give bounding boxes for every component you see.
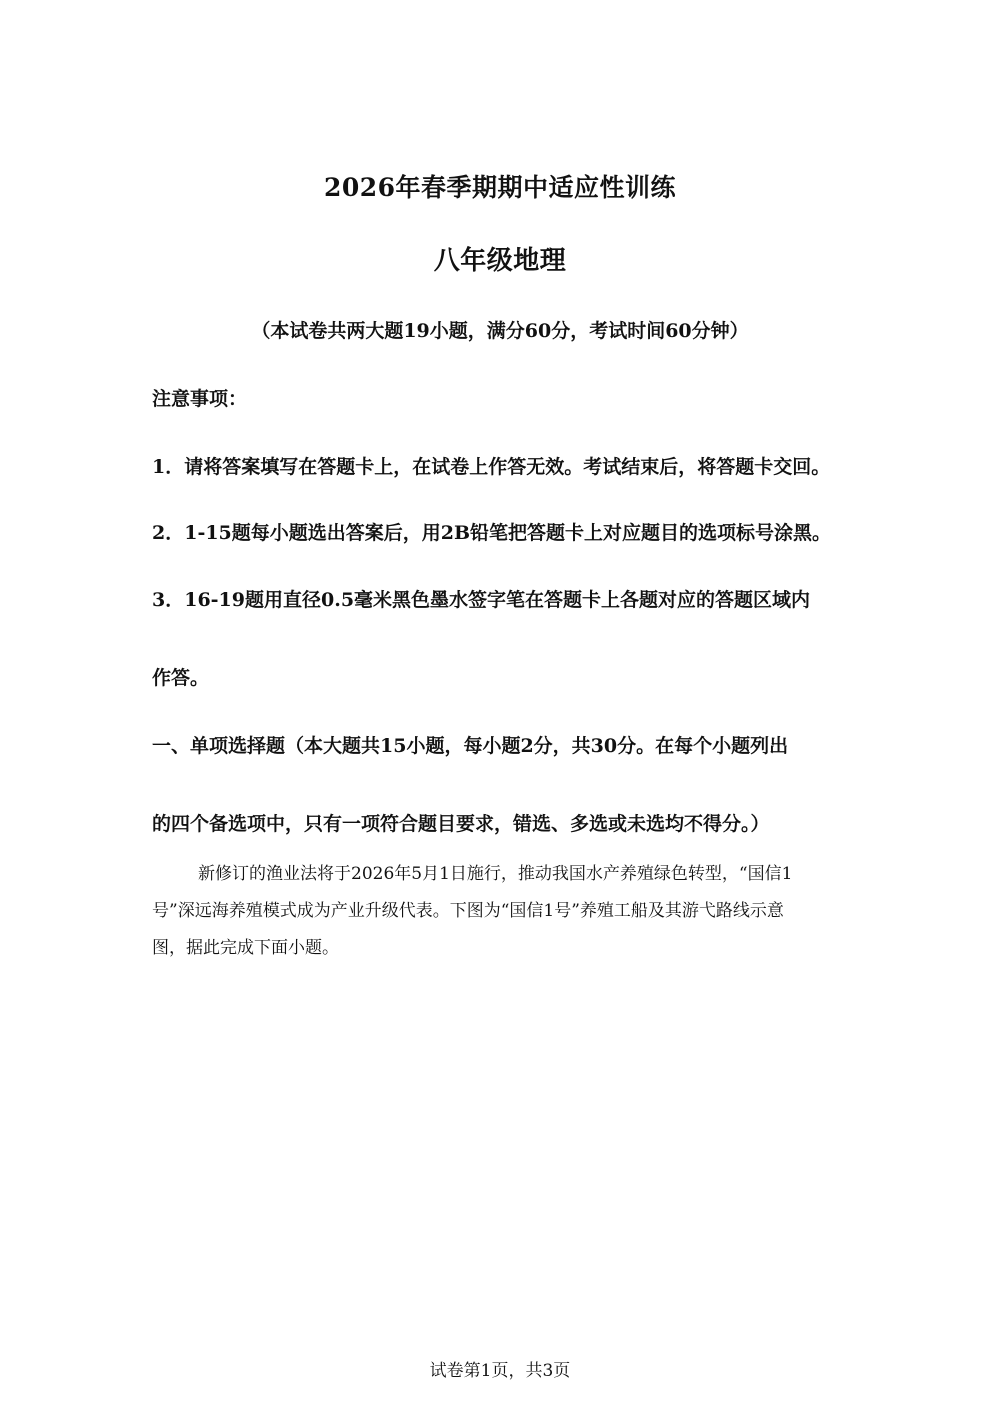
exam-title: 2026年春季期期中适应性训练 — [323, 173, 677, 202]
exam-info: （本试卷共两大题19小题，满分60分，考试时间60分钟） — [251, 320, 749, 342]
notice-item-1: 1．请将答案填写在答题卡上，在试卷上作答无效。考试结束后，将答题卡交回。 — [152, 456, 831, 478]
passage-line-3: 图，据此完成下面小题。 — [152, 938, 339, 958]
notice-item-3-continued: 作答。 — [152, 667, 210, 689]
section-heading-line-1: 一、单项选择题（本大题共15小题，每小题2分，共30分。在每个小题列出 — [152, 735, 789, 757]
question-passage — [152, 856, 852, 967]
exam-subject: 八年级地理 — [433, 246, 567, 276]
notice-item-2: 2．1-15题每小题选出答案后，用2B铅笔把答题卡上对应题目的选项标号涂黑。 — [152, 522, 832, 544]
page-footer: 试卷第1页，共3页 — [429, 1361, 571, 1381]
notice-heading: 注意事项： — [152, 388, 248, 410]
passage-line-1: 新修订的渔业法将于2026年5月1日施行，推动我国水产养殖绿色转型，“国信1 — [198, 864, 793, 884]
notice-item-3: 3．16-19题用直径0.5毫米黑色墨水签字笔在答题卡上各题对应的答题区域内 — [152, 589, 811, 611]
passage-line-2: 号”深远海养殖模式成为产业升级代表。下图为“国信1号”养殖工船及其游弋路线示意 — [152, 901, 784, 921]
section-heading-line-2: 的四个备选项中，只有一项符合题目要求，错选、多选或未选均不得分。） — [152, 813, 770, 835]
